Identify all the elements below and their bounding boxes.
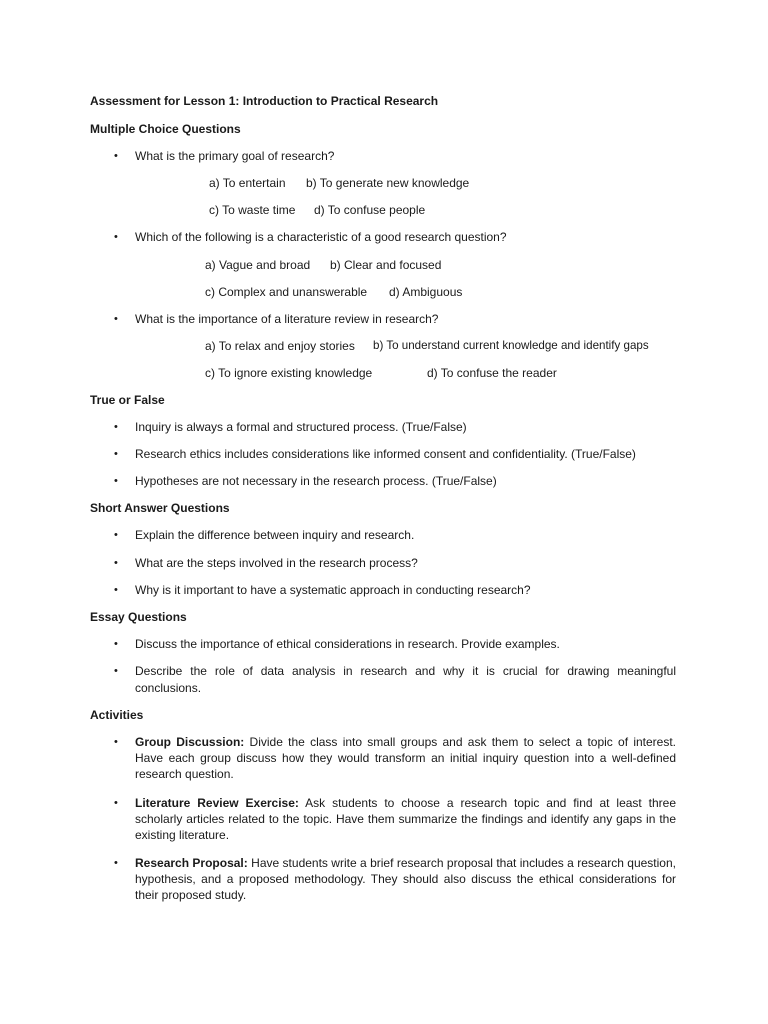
true-false-heading: True or False	[90, 393, 165, 407]
short-answer-item-2: What are the steps involved in the research process?	[135, 556, 418, 570]
bullet-icon: •	[114, 421, 118, 433]
mcq-question-1: What is the primary goal of research?	[135, 149, 335, 163]
mcq-question-2: Which of the following is a characteristic of a good research question?	[135, 230, 507, 244]
activity-text: Divide the class into small groups and ask them to select a topic of interest. Have each group discuss how they would transform an initial inquiry question into a well-defined research question.	[135, 735, 677, 781]
bullet-icon: •	[114, 665, 118, 677]
activity-label: Research Proposal:	[135, 856, 248, 870]
mcq-option-1a: a) To entertain	[209, 176, 286, 190]
document-title: Assessment for Lesson 1: Introduction to Practical Research	[90, 94, 439, 108]
bullet-icon: •	[114, 313, 118, 325]
true-false-item-2: Research ethics includes considerations like informed consent and confidentiality. (True/False)	[135, 447, 636, 461]
mcq-option-1b: b) To generate new knowledge	[306, 176, 470, 190]
mcq-option-2d: d) Ambiguous	[389, 285, 463, 299]
bullet-icon: •	[114, 529, 118, 541]
mcq-option-3c: c) To ignore existing knowledge	[205, 366, 373, 380]
essay-item-1: Discuss the importance of ethical considerations in research. Provide examples.	[135, 637, 560, 651]
bullet-icon: •	[114, 557, 118, 569]
mcq-option-3b: b) To understand current knowledge and identify gaps	[373, 339, 649, 352]
bullet-icon: •	[114, 584, 118, 596]
mcq-option-2c: c) Complex and unanswerable	[205, 285, 368, 299]
mcq-option-1c: c) To waste time	[209, 203, 296, 217]
activity-label: Literature Review Exercise:	[135, 796, 299, 810]
bullet-icon: •	[114, 475, 118, 487]
essay-item-2: Describe the role of data analysis in research and why it is crucial for drawing meaningful conclusions.	[135, 664, 676, 695]
bullet-icon: •	[114, 736, 118, 748]
mcq-question-3: What is the importance of a literature review in research?	[135, 312, 439, 326]
activity-label: Group Discussion:	[135, 735, 245, 749]
mcq-option-3a: a) To relax and enjoy stories	[205, 339, 355, 353]
activities-heading: Activities	[90, 708, 144, 722]
activity-text: Have students write a brief research proposal that includes a research question, hypothesis, and a proposed methodology. They should also discuss the ethical considerations for their proposed study.	[135, 856, 676, 902]
activity-research-proposal	[135, 855, 676, 903]
mcq-option-2a: a) Vague and broad	[205, 258, 311, 272]
activity-text: Ask students to choose a research topic and find at least three scholarly articles related to the topic. Have them summarize the findings and identify any gaps in the existing literature.	[135, 796, 677, 842]
activity-literature-review	[135, 795, 676, 843]
bullet-icon: •	[114, 857, 118, 869]
true-false-item-3: Hypotheses are not necessary in the research process. (True/False)	[135, 474, 497, 488]
bullet-icon: •	[114, 638, 118, 650]
bullet-icon: •	[114, 797, 118, 809]
mcq-heading: Multiple Choice Questions	[90, 122, 241, 136]
short-answer-heading: Short Answer Questions	[90, 501, 230, 515]
activity-group-discussion	[135, 734, 676, 782]
true-false-item-1: Inquiry is always a formal and structured process. (True/False)	[135, 420, 467, 434]
mcq-option-1d: d) To confuse people	[314, 203, 426, 217]
bullet-icon: •	[114, 231, 118, 243]
bullet-icon: •	[114, 150, 118, 162]
mcq-option-3d: d) To confuse the reader	[427, 366, 557, 380]
short-answer-item-1: Explain the difference between inquiry and research.	[135, 528, 415, 542]
bullet-icon: •	[114, 448, 118, 460]
essay-heading: Essay Questions	[90, 610, 187, 624]
short-answer-item-3: Why is it important to have a systematic approach in conducting research?	[135, 583, 531, 597]
mcq-option-2b: b) Clear and focused	[330, 258, 442, 272]
